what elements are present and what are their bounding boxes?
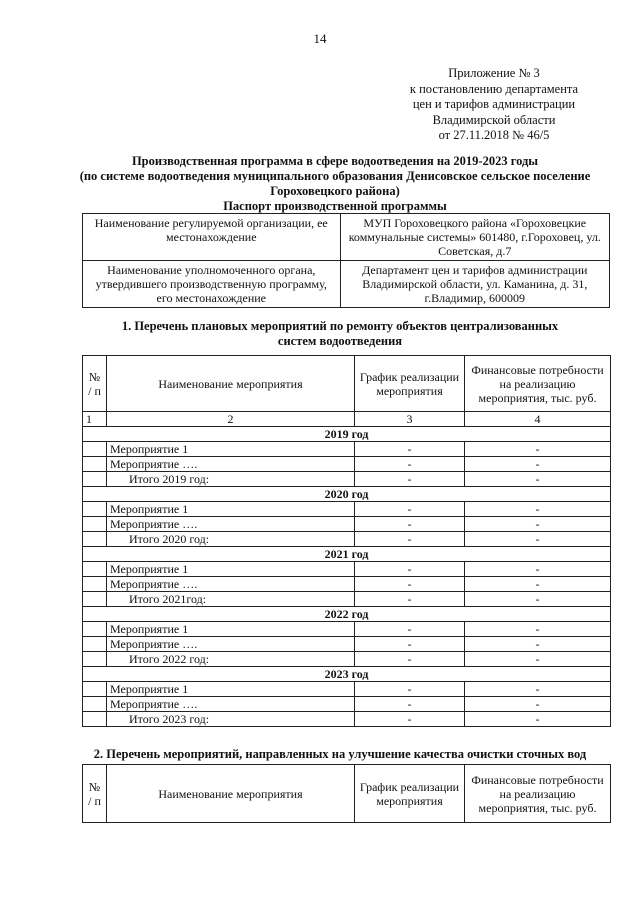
header-name: Наименование мероприятия [107,765,355,823]
col-number: 1 [83,412,107,427]
finance-value: - [465,697,611,712]
schedule-value: - [355,622,465,637]
measure-row [83,682,611,697]
year-label: 2020 год [83,487,611,502]
page-number: 14 [313,31,327,46]
total-row [83,472,611,487]
schedule-value: - [355,532,465,547]
schedule-value: - [355,577,465,592]
finance-value: - [465,577,611,592]
measure-name: Мероприятие 1 [107,442,355,457]
document-title [70,154,600,214]
schedule-value: - [355,637,465,652]
finance-value: - [465,592,611,607]
row-number-cell [83,652,107,667]
measure-row [83,622,611,637]
appendix-line: к постановлению департамента [409,81,579,96]
measure-name: Мероприятие …. [107,517,355,532]
total-label: Итого 2021год: [107,592,355,607]
schedule-value: - [355,562,465,577]
header-name: Наименование мероприятия [107,356,355,412]
year-row [83,427,611,442]
finance-value: - [465,457,611,472]
section-1-title [60,319,620,349]
total-row [83,712,611,727]
finance-value: - [465,712,611,727]
appendix-line: Владимирской области [432,112,556,127]
row-number-cell [83,502,107,517]
row-number-cell [83,472,107,487]
title-line: Производственная программа в сфере водоотведения на 2019-2023 годы [131,154,539,168]
finance-value: - [465,517,611,532]
row-number-cell [83,532,107,547]
passport-label: Наименование регулируемой организации, ее местонахождение [83,214,341,261]
passport-row [83,214,610,261]
schedule-value: - [355,592,465,607]
measure-row [83,562,611,577]
header-schedule: График реализации мероприятия [355,356,465,412]
finance-value: - [465,652,611,667]
passport-label: Наименование уполномоченного органа, утвердившего производственную программу, его местонахождение [83,261,341,308]
appendix-block [384,66,604,144]
header-finance: Финансовые потребности на реализацию мероприятия, тыс. руб. [465,356,611,412]
measure-row [83,502,611,517]
appendix-line: Приложение № 3 [448,66,540,80]
passport-value: Департамент цен и тарифов администрации Владимирской области, ул. Каманина, д. 31, г.Владимир, 600009 [340,261,609,308]
measure-row [83,697,611,712]
header-no: № / п [83,356,107,412]
schedule-value: - [355,457,465,472]
measure-name: Мероприятие …. [107,637,355,652]
schedule-value: - [355,682,465,697]
title-line: Гороховецкого района) [270,184,400,198]
measure-row [83,442,611,457]
measure-row [83,517,611,532]
year-label: 2019 год [83,427,611,442]
row-number-cell [83,712,107,727]
row-number-cell [83,622,107,637]
row-number-cell [83,457,107,472]
finance-value: - [465,622,611,637]
measure-name: Мероприятие …. [107,577,355,592]
passport-row [83,261,610,308]
finance-value: - [465,442,611,457]
schedule-value: - [355,652,465,667]
year-label: 2023 год [83,667,611,682]
col-number: 2 [107,412,355,427]
measure-name: Мероприятие 1 [107,622,355,637]
measure-name: Мероприятие 1 [107,562,355,577]
repair-measures-table [82,355,611,727]
row-number-cell [83,592,107,607]
header-finance: Финансовые потребности на реализацию мероприятия, тыс. руб. [465,765,611,823]
measure-name: Мероприятие …. [107,697,355,712]
row-number-cell [83,562,107,577]
measure-name: Мероприятие 1 [107,682,355,697]
header-no: № / п [83,765,107,823]
total-label: Итого 2023 год: [107,712,355,727]
passport-value: МУП Гороховецкого района «Гороховецкие коммунальные системы» 601480, г.Гороховец, ул. Советская, д.7 [340,214,609,261]
schedule-value: - [355,517,465,532]
schedule-value: - [355,502,465,517]
year-label: 2022 год [83,607,611,622]
finance-value: - [465,682,611,697]
title-line: (по системе водоотведения муниципального образования Денисовское сельское поселение [79,169,591,183]
total-row [83,592,611,607]
row-number-cell [83,682,107,697]
finance-value: - [465,502,611,517]
appendix-date: от 27.11.2018 № 46/5 [438,128,550,142]
year-row [83,547,611,562]
total-row [83,652,611,667]
col-number: 3 [355,412,465,427]
year-row [83,607,611,622]
section-title-line: 1. Перечень плановых мероприятий по ремонту объектов централизованных [121,319,559,333]
section-2-title: 2. Перечень мероприятий, направленных на улучшение качества очистки сточных вод [93,747,587,761]
year-label: 2021 год [83,547,611,562]
total-label: Итого 2022 год: [107,652,355,667]
year-row [83,667,611,682]
measure-row [83,637,611,652]
col-number: 4 [465,412,611,427]
table-header-row [83,765,611,823]
column-numbers-row [83,412,611,427]
passport-title: Паспорт производственной программы [223,199,447,213]
total-label: Итого 2019 год: [107,472,355,487]
finance-value: - [465,562,611,577]
appendix-line: цен и тарифов администрации [412,97,576,111]
finance-value: - [465,637,611,652]
header-schedule: График реализации мероприятия [355,765,465,823]
schedule-value: - [355,442,465,457]
measure-name: Мероприятие …. [107,457,355,472]
year-rows [83,427,611,727]
table-header-row [83,356,611,412]
schedule-value: - [355,697,465,712]
schedule-value: - [355,472,465,487]
measure-row [83,577,611,592]
total-label: Итого 2020 год: [107,532,355,547]
finance-value: - [465,472,611,487]
total-row [83,532,611,547]
measure-name: Мероприятие 1 [107,502,355,517]
passport-table [82,213,610,308]
schedule-value: - [355,712,465,727]
row-number-cell [83,637,107,652]
measure-row [83,457,611,472]
year-row [83,487,611,502]
row-number-cell [83,577,107,592]
row-number-cell [83,442,107,457]
row-number-cell [83,697,107,712]
section-title-line: систем водоотведения [277,334,403,348]
treatment-measures-table [82,764,611,823]
row-number-cell [83,517,107,532]
finance-value: - [465,532,611,547]
